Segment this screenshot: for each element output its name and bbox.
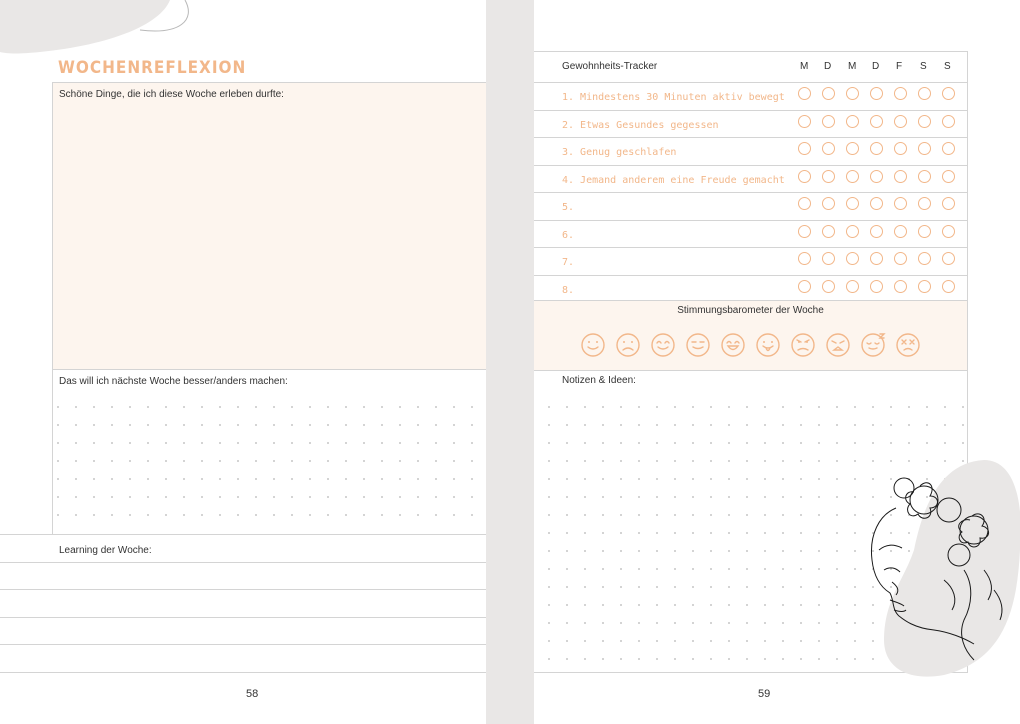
habit-checkbox[interactable]	[846, 87, 859, 100]
habit-checkbox[interactable]	[894, 280, 907, 293]
habit-label[interactable]: 1. Mindestens 30 Minuten aktiv bewegt	[562, 92, 785, 103]
row-line	[534, 110, 968, 111]
good-things-box[interactable]	[52, 82, 486, 370]
habit-checkbox[interactable]	[894, 197, 907, 210]
habit-checkbox[interactable]	[918, 170, 931, 183]
habit-checkbox[interactable]	[894, 142, 907, 155]
habit-checkbox[interactable]	[942, 280, 955, 293]
habit-checkbox[interactable]	[870, 252, 883, 265]
day-header: M	[800, 61, 809, 72]
laugh-icon[interactable]	[720, 332, 746, 358]
habit-checkbox[interactable]	[798, 252, 811, 265]
row-line	[534, 220, 968, 221]
habit-checkbox[interactable]	[822, 197, 835, 210]
habit-checkbox[interactable]	[894, 252, 907, 265]
habit-checkbox[interactable]	[870, 142, 883, 155]
dizzy-icon[interactable]	[895, 332, 921, 358]
habit-checkbox[interactable]	[846, 225, 859, 238]
habit-checkbox[interactable]	[846, 197, 859, 210]
sleepy-icon[interactable]	[860, 332, 886, 358]
page-number: 58	[246, 688, 259, 700]
habit-checkbox[interactable]	[942, 142, 955, 155]
habit-checkbox[interactable]	[870, 115, 883, 128]
mood-bottom-line	[534, 370, 968, 371]
notes-label: Notizen & Ideen:	[562, 375, 636, 386]
row-line	[534, 165, 968, 166]
day-header: D	[824, 61, 832, 72]
tracker-title: Gewohnheits-Tracker	[562, 61, 658, 72]
habit-checkbox[interactable]	[918, 252, 931, 265]
habit-checkbox[interactable]	[822, 252, 835, 265]
tongue-icon[interactable]	[755, 332, 781, 358]
habit-checkbox[interactable]	[846, 280, 859, 293]
habit-checkbox[interactable]	[918, 142, 931, 155]
habit-checkbox[interactable]	[798, 115, 811, 128]
habit-checkbox[interactable]	[798, 225, 811, 238]
habit-checkbox[interactable]	[846, 170, 859, 183]
habit-checkbox[interactable]	[942, 252, 955, 265]
writing-line	[0, 672, 486, 673]
habit-checkbox[interactable]	[822, 87, 835, 100]
habit-checkbox[interactable]	[894, 225, 907, 238]
row-line	[534, 82, 968, 83]
habit-checkbox[interactable]	[822, 280, 835, 293]
habit-checkbox[interactable]	[918, 87, 931, 100]
divider-line	[0, 534, 486, 535]
habit-label[interactable]: 6.	[562, 230, 575, 241]
page-number: 59	[758, 688, 771, 700]
day-header: F	[896, 61, 903, 72]
day-header: S	[920, 61, 927, 72]
habit-checkbox[interactable]	[870, 280, 883, 293]
writing-line	[0, 617, 486, 618]
day-header: M	[848, 61, 857, 72]
habit-checkbox[interactable]	[798, 197, 811, 210]
improve-label: Das will ich nächste Woche besser/anders machen:	[59, 376, 288, 387]
habit-label[interactable]: 2. Etwas Gesundes gegessen	[562, 120, 719, 131]
angry-icon[interactable]	[790, 332, 816, 358]
habit-checkbox[interactable]	[870, 225, 883, 238]
habit-checkbox[interactable]	[894, 87, 907, 100]
happy-icon[interactable]	[650, 332, 676, 358]
day-header: S	[944, 61, 951, 72]
right-page	[534, 0, 1020, 724]
habit-checkbox[interactable]	[822, 142, 835, 155]
row-line	[534, 137, 968, 138]
habit-checkbox[interactable]	[846, 252, 859, 265]
habit-checkbox[interactable]	[870, 170, 883, 183]
habit-checkbox[interactable]	[918, 225, 931, 238]
habit-checkbox[interactable]	[822, 170, 835, 183]
habit-label[interactable]: 7.	[562, 257, 575, 268]
habit-checkbox[interactable]	[798, 280, 811, 293]
habit-checkbox[interactable]	[942, 197, 955, 210]
mood-title: Stimmungsbarometer der Woche	[677, 305, 824, 316]
day-header: D	[872, 61, 880, 72]
dot-grid-improve	[52, 395, 482, 531]
crying-icon[interactable]	[825, 332, 851, 358]
habit-checkbox[interactable]	[798, 142, 811, 155]
habit-checkbox[interactable]	[942, 87, 955, 100]
habit-checkbox[interactable]	[894, 170, 907, 183]
habit-checkbox[interactable]	[846, 115, 859, 128]
habit-checkbox[interactable]	[822, 115, 835, 128]
habit-checkbox[interactable]	[918, 197, 931, 210]
writing-line	[0, 562, 486, 563]
habit-checkbox[interactable]	[894, 115, 907, 128]
learning-label: Learning der Woche:	[59, 545, 152, 556]
habit-checkbox[interactable]	[918, 280, 931, 293]
habit-checkbox[interactable]	[918, 115, 931, 128]
decorative-blob	[0, 0, 200, 60]
row-line	[534, 275, 968, 276]
habit-label[interactable]: 3. Genug geschlafen	[562, 147, 677, 158]
habit-label[interactable]: 8.	[562, 285, 575, 296]
left-page	[0, 0, 486, 724]
mood-top-line	[534, 300, 968, 301]
habit-checkbox[interactable]	[942, 225, 955, 238]
habit-checkbox[interactable]	[942, 170, 955, 183]
table-top-line	[534, 51, 968, 52]
woman-flowers-illustration	[824, 460, 1020, 680]
sad-icon[interactable]	[615, 332, 641, 358]
habit-checkbox[interactable]	[870, 87, 883, 100]
habit-label[interactable]: 5.	[562, 202, 575, 213]
habit-checkbox[interactable]	[870, 197, 883, 210]
smile-icon[interactable]	[580, 332, 606, 358]
writing-line	[0, 644, 486, 645]
section-title: WOCHENREFLEXION	[58, 58, 247, 78]
good-things-label: Schöne Dinge, die ich diese Woche erleben durfte:	[59, 89, 284, 100]
habit-checkbox[interactable]	[822, 225, 835, 238]
habit-checkbox[interactable]	[798, 170, 811, 183]
habit-checkbox[interactable]	[846, 142, 859, 155]
writing-line	[0, 589, 486, 590]
row-line	[534, 192, 968, 193]
grin-icon[interactable]	[685, 332, 711, 358]
habit-checkbox[interactable]	[798, 87, 811, 100]
habit-checkbox[interactable]	[942, 115, 955, 128]
habit-label[interactable]: 4. Jemand anderem eine Freude gemacht	[562, 175, 785, 186]
row-line	[534, 247, 968, 248]
